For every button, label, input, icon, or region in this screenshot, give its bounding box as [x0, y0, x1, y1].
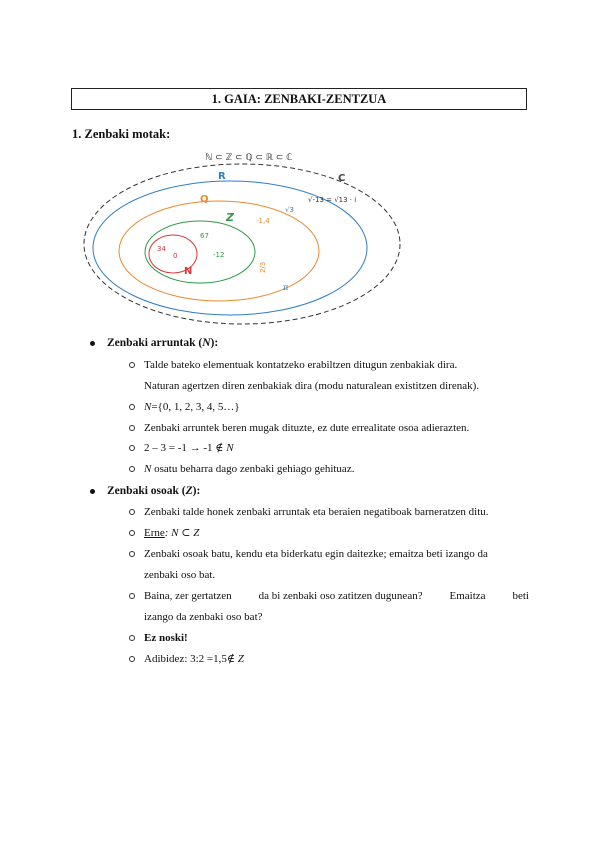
natural-definition-line2: Naturan agertzen diren zenbakiak dira (modu naturalean existitzen direnak).: [144, 380, 480, 392]
bullet-circle: [129, 635, 135, 641]
natural-definition-line1: Talde bateko elementuak kontatzeko erabiltzen ditugun zenbakiak dira.: [144, 359, 458, 371]
set-z-label: Z: [226, 211, 234, 224]
sqrt3-label: √3: [285, 206, 294, 214]
natural-limits-text: Zenbaki arruntek beren mugak dituzte, ez dute errealitate osoa adierazten.: [144, 422, 470, 434]
pi-label: π: [283, 283, 289, 292]
integers-no-text: Ez noski!: [144, 632, 188, 644]
page-title: 1. GAIA: ZENBAKI-ZENTZUA: [71, 88, 527, 110]
bullet-circle: [129, 362, 135, 368]
value-34-label: 34: [157, 245, 166, 253]
natural-example-symbol: N: [226, 442, 234, 454]
bullet-circle: [129, 656, 135, 662]
natural-set-symbol: N: [144, 401, 152, 413]
bullet-circle: [129, 509, 135, 515]
set-n-label: N: [184, 266, 193, 277]
integers-example-text: Adibidez: 3:2 =1,5∉: [144, 653, 238, 665]
bullet-circle: [129, 530, 135, 536]
natural-need-symbol: N: [144, 463, 152, 475]
integers-heading-text: Zenbaki osoak (: [107, 485, 186, 497]
bullet-circle: [129, 445, 135, 451]
sqrt-neg13-label: √-13 = √13 · i: [308, 196, 357, 204]
set-chain-label: ℕ ⊂ ℤ ⊂ ℚ ⊂ ℝ ⊂ ℂ: [205, 153, 293, 163]
bullet-circle: [129, 593, 135, 599]
integers-question-part4: beti: [512, 590, 529, 602]
natural-example-expr: 2 – 3 = -1 → -1 ∉: [144, 442, 227, 454]
bullet-circle: [129, 466, 135, 472]
set-c-label: C: [338, 173, 346, 184]
value-67-label: 67: [200, 232, 209, 240]
integers-relation-expr: : N ⊂ Z: [164, 527, 200, 539]
integers-question-part3: Emaitza: [449, 590, 486, 602]
integers-question-part2: da bi zenbaki oso zatitzen dugunean?: [258, 590, 423, 602]
bullet-dot: [90, 489, 95, 494]
natural-heading-text: Zenbaki arruntak (: [107, 337, 203, 349]
section-heading: 1. Zenbaki motak:: [72, 127, 171, 141]
integers-question-part1: Baina, zer gertatzen: [144, 590, 232, 602]
integers-operations-line2: zenbaki oso bat.: [144, 569, 216, 581]
number-sets-diagram: [80, 148, 410, 330]
bullet-circle: [129, 404, 135, 410]
natural-heading-symbol: N: [202, 337, 211, 349]
bullet-dot: [90, 341, 95, 346]
natural-set-elements: ={0, 1, 2, 3, 4, 5…}: [151, 401, 240, 413]
natural-heading-end: ):: [210, 337, 219, 349]
integers-relation-label: Erne: [144, 527, 165, 539]
value-neg12-label: -12: [213, 251, 225, 259]
integers-heading-end: ):: [192, 485, 201, 497]
integers-definition-text: Zenbaki talde honek zenbaki arruntak eta beraien negatiboak barneratzen ditu.: [144, 506, 489, 518]
set-r-label: R: [218, 171, 226, 182]
bullet-circle: [129, 551, 135, 557]
neg-1-4-label: -1,4: [256, 217, 270, 225]
two-thirds-label: 2/3: [259, 261, 267, 273]
bullet-circle: [129, 425, 135, 431]
integers-operations-line1: Zenbaki osoak batu, kendu eta biderkatu egin daitezke; emaitza beti izango da: [144, 548, 488, 560]
natural-need-text: osatu beharra dago zenbaki gehiago gehituaz.: [151, 463, 355, 475]
set-q-label: Q: [200, 194, 209, 205]
integers-question-line2: izango da zenbaki oso bat?: [144, 611, 263, 623]
integers-example-symbol: Z: [237, 653, 244, 665]
integers-heading-symbol: Z: [185, 485, 193, 497]
value-0-label: 0: [173, 252, 178, 260]
